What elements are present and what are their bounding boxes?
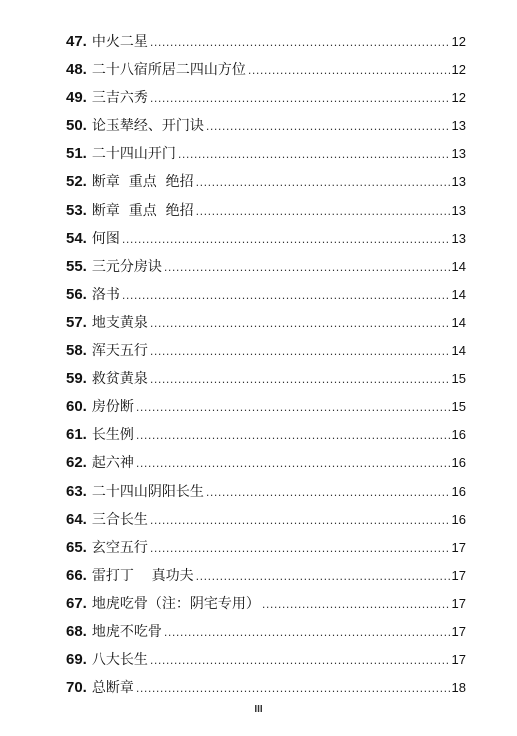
- toc-entry-title: 雷打丁 真功夫: [91, 567, 194, 584]
- toc-dot-leader: [262, 598, 450, 611]
- toc-entry-number: 56.: [66, 285, 87, 303]
- toc-entry-page: 12: [451, 90, 466, 106]
- toc-entry[interactable]: [66, 171, 466, 199]
- toc-entry-page: 13: [451, 202, 466, 218]
- toc-entry-number: 60.: [66, 398, 87, 416]
- toc-dot-leader: [150, 542, 450, 555]
- toc-entry[interactable]: [66, 200, 466, 228]
- toc-entry-title: 中火二星: [91, 34, 148, 50]
- toc-dot-leader: [150, 373, 450, 386]
- toc-entry-title: 地虎不吃骨: [91, 623, 162, 640]
- table-of-contents: [66, 31, 466, 705]
- toc-entry-number: 68.: [66, 622, 87, 640]
- toc-entry-number: 62.: [66, 454, 87, 472]
- toc-dot-leader: [178, 148, 450, 161]
- toc-dot-leader: [136, 429, 450, 442]
- toc-entry-page: 13: [451, 174, 466, 190]
- toc-entry-number: 66.: [66, 566, 87, 584]
- toc-entry-page: 13: [451, 230, 466, 246]
- toc-entry-number: 64.: [66, 510, 87, 528]
- toc-entry-number: 55.: [66, 257, 87, 275]
- toc-entry-title: 八大长生: [91, 652, 148, 669]
- toc-dot-leader: [150, 345, 450, 358]
- toc-entry-number: 49.: [66, 89, 87, 107]
- toc-entry[interactable]: [66, 509, 466, 537]
- toc-entry-number: 58.: [66, 342, 87, 360]
- toc-entry[interactable]: [66, 143, 466, 171]
- toc-entry-page: 15: [451, 371, 466, 387]
- toc-entry-title: 起六神: [91, 455, 134, 472]
- toc-entry[interactable]: [66, 256, 466, 284]
- toc-entry-page: 14: [451, 258, 466, 274]
- toc-entry-page: 16: [451, 511, 466, 527]
- toc-entry-number: 47.: [66, 33, 87, 50]
- toc-entry-title: 总断章: [91, 680, 134, 697]
- toc-dot-leader: [150, 92, 450, 105]
- toc-entry[interactable]: [66, 31, 466, 59]
- toc-dot-leader: [196, 570, 450, 583]
- toc-entry-page: 16: [451, 483, 466, 499]
- toc-entry-number: 70.: [66, 679, 87, 697]
- toc-entry-title: 长生例: [91, 427, 134, 444]
- toc-entry-number: 51.: [66, 145, 87, 163]
- toc-entry-title: 三元分房诀: [91, 258, 162, 275]
- toc-entry-title: 断章 重点 绝招: [91, 174, 194, 191]
- toc-entry-number: 48.: [66, 61, 87, 79]
- toc-entry-title: 二十四山开门: [91, 146, 176, 163]
- toc-dot-leader: [196, 205, 450, 218]
- toc-entry-title: 地虎吃骨（注：阴宅专用）: [91, 595, 260, 612]
- toc-dot-leader: [122, 289, 450, 302]
- toc-dot-leader: [164, 626, 450, 639]
- toc-entry-page: 15: [451, 399, 466, 415]
- toc-entry[interactable]: [66, 424, 466, 452]
- toc-entry-page: 12: [451, 34, 466, 49]
- toc-entry[interactable]: [66, 340, 466, 368]
- toc-entry-title: 二十四山阴阳长生: [91, 483, 204, 500]
- toc-entry-number: 69.: [66, 651, 87, 669]
- toc-entry-number: 57.: [66, 313, 87, 331]
- toc-entry-title: 救贫黄泉: [91, 371, 148, 388]
- toc-entry[interactable]: [66, 115, 466, 143]
- toc-entry-page: 13: [451, 118, 466, 134]
- toc-dot-leader: [136, 401, 450, 414]
- toc-entry[interactable]: [66, 228, 466, 256]
- toc-entry[interactable]: [66, 452, 466, 480]
- toc-dot-leader: [206, 486, 450, 499]
- toc-entry-page: 17: [451, 623, 466, 639]
- toc-entry-title: 地支黄泉: [91, 314, 148, 331]
- toc-entry-page: 17: [451, 652, 466, 668]
- toc-entry-page: 17: [451, 539, 466, 555]
- toc-entry-page: 13: [451, 146, 466, 162]
- toc-entry-page: 16: [451, 427, 466, 443]
- toc-dot-leader: [150, 317, 450, 330]
- toc-entry-number: 52.: [66, 173, 87, 191]
- toc-entry[interactable]: [66, 368, 466, 396]
- toc-dot-leader: [150, 514, 450, 527]
- toc-entry-number: 65.: [66, 538, 87, 556]
- toc-dot-leader: [206, 120, 450, 133]
- toc-dot-leader: [164, 261, 450, 274]
- toc-entry-page: 14: [451, 314, 466, 330]
- toc-entry[interactable]: [66, 312, 466, 340]
- toc-entry-number: 53.: [66, 201, 87, 219]
- toc-entry-page: 14: [451, 286, 466, 302]
- toc-entry-title: 断章 重点 绝招: [91, 202, 194, 219]
- toc-entry[interactable]: [66, 59, 466, 87]
- toc-entry-title: 何图: [91, 230, 120, 247]
- toc-entry-title: 三合长生: [91, 511, 148, 528]
- toc-entry[interactable]: [66, 565, 466, 593]
- toc-entry[interactable]: [66, 284, 466, 312]
- toc-entry-number: 50.: [66, 117, 87, 135]
- toc-entry-page: 17: [451, 567, 466, 583]
- toc-dot-leader: [122, 233, 450, 246]
- toc-entry[interactable]: [66, 396, 466, 424]
- toc-dot-leader: [136, 457, 450, 470]
- toc-entry-title: 三吉六秀: [91, 90, 148, 107]
- toc-entry[interactable]: [66, 677, 466, 705]
- toc-entry[interactable]: [66, 621, 466, 649]
- toc-dot-leader: [136, 682, 450, 695]
- toc-entry-page: 16: [451, 455, 466, 471]
- toc-entry-title: 房份断: [91, 399, 134, 416]
- toc-entry-page: 17: [451, 595, 466, 611]
- toc-entry-number: 54.: [66, 229, 87, 247]
- toc-entry-title: 玄空五行: [91, 539, 148, 556]
- page-footer-number: III: [254, 704, 263, 715]
- toc-entry-title: 论玉辇经、开门诀: [91, 118, 204, 135]
- toc-dot-leader: [196, 176, 450, 189]
- toc-entry-number: 63.: [66, 482, 87, 500]
- toc-entry[interactable]: [66, 481, 466, 509]
- toc-dot-leader: [150, 36, 450, 49]
- toc-entry-title: 洛书: [91, 286, 120, 303]
- toc-entry[interactable]: [66, 649, 466, 677]
- toc-entry[interactable]: [66, 593, 466, 621]
- toc-dot-leader: [150, 654, 450, 667]
- toc-entry-page: 14: [451, 343, 466, 359]
- toc-entry-number: 61.: [66, 426, 87, 444]
- toc-entry-title: 浑天五行: [91, 343, 148, 360]
- toc-entry-title: 二十八宿所居二四山方位: [91, 62, 246, 79]
- toc-entry[interactable]: [66, 537, 466, 565]
- toc-dot-leader: [248, 64, 450, 77]
- toc-entry[interactable]: [66, 87, 466, 115]
- toc-entry-number: 59.: [66, 370, 87, 388]
- toc-entry-page: 18: [451, 680, 466, 696]
- toc-entry-page: 12: [451, 62, 466, 78]
- toc-entry-number: 67.: [66, 594, 87, 612]
